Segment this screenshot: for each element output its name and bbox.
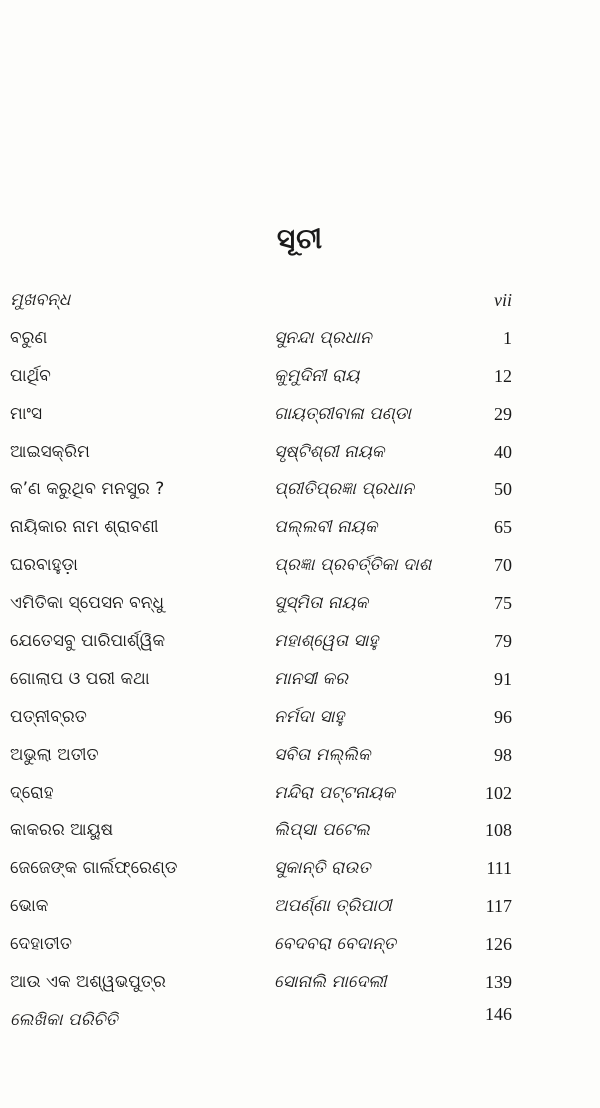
page-number: 117 <box>485 896 512 917</box>
page-number: 79 <box>494 631 512 652</box>
table-of-contents <box>0 290 600 1048</box>
author-name: ମାନସୀ କର <box>274 668 348 689</box>
author-name: କୁମୁଦିନୀ ରାୟ <box>274 365 360 386</box>
author-name: ସୋନାଲି ମାଦେଲୀ <box>274 972 387 993</box>
author-name: ସୁସ୍ମିତା ନାୟକ <box>274 593 369 614</box>
toc-entry <box>0 593 600 631</box>
author-name: ସବିତା ମଲ୍ଲିକ <box>274 744 371 765</box>
author-name: ସୃଷ୍ଟିଶ୍ରୀ ନାୟକ <box>274 441 385 462</box>
story-title: ମାଂସ <box>10 403 43 424</box>
story-title: ଲେଖିକା ପରିଚିତି <box>10 1009 118 1030</box>
story-title: ଏମିତିକା ସ୍ପେସନ ବନ୍ଧୁ <box>10 593 164 614</box>
page-title: ସୂଚୀ <box>276 222 324 255</box>
page-number: 139 <box>485 972 512 993</box>
toc-entry <box>0 934 600 972</box>
toc-entry <box>0 290 600 328</box>
story-title: ଦେହାତୀତ <box>10 934 72 955</box>
story-title: ଭୋକ <box>10 896 49 917</box>
toc-entry <box>0 745 600 783</box>
author-name: ପଲ୍ଲବୀ ନାୟକ <box>274 517 378 538</box>
toc-entry <box>0 328 600 366</box>
page-number: vii <box>494 290 512 310</box>
author-name: ଲିପ୍ସା ପଟେଲ <box>274 820 370 841</box>
story-title: ନାୟିକାର ନାମ ଶ୍ରାବଣୀ <box>10 517 159 538</box>
toc-entry <box>0 631 600 669</box>
toc-entry <box>0 669 600 707</box>
page-number: 65 <box>494 517 512 538</box>
author-name: ସୁନନ୍ଦା ପ୍ରଧାନ <box>274 327 372 348</box>
author-name: ମହାଶ୍ୱେତା ସାହୁ <box>274 631 379 652</box>
story-title: ବରୁଣ <box>10 327 48 348</box>
story-title: ଘରବାହୁଡ଼ା <box>10 555 78 576</box>
toc-entry <box>0 707 600 745</box>
story-title: ମୁଖବନ୍ଧ <box>10 290 71 310</box>
story-title: ଗୋଲାପ ଓ ପରୀ କଥା <box>10 668 150 689</box>
page-number: 126 <box>485 934 512 955</box>
page-number: 111 <box>486 858 512 879</box>
story-title: ଜେଜେଙ୍କ ଗାର୍ଲଫ୍ରେଣ୍ଡ <box>10 858 178 879</box>
page-number: 108 <box>485 820 512 841</box>
page-number: 75 <box>494 593 512 614</box>
story-title: ଯେତେସବୁ ପାରିପାର୍ଶ୍ୱିକ <box>10 631 166 652</box>
author-name: ସୁକାନ୍ତି ରାଉତ <box>274 858 371 879</box>
page-number: 146 <box>485 1003 512 1024</box>
page-number: 12 <box>494 365 512 386</box>
toc-entry <box>0 517 600 555</box>
story-title: ପତ୍ନୀବ୍ରତ <box>10 706 87 727</box>
author-name: ଅପର୍ଣ୍ଣା ତ୍ରିପାଠୀ <box>274 896 392 917</box>
page-number: 102 <box>485 782 512 803</box>
story-title: ଆଉ ଏକ ଅଶ୍ୱଭପୁତ୍ର <box>10 972 166 993</box>
toc-entry <box>0 858 600 896</box>
page-number: 29 <box>494 403 512 424</box>
toc-entry <box>0 442 600 480</box>
story-title: ଆଇସକ୍ରିମ <box>10 441 90 462</box>
toc-entry <box>0 479 600 517</box>
toc-entry <box>0 820 600 858</box>
toc-entry <box>0 896 600 934</box>
page-number: 70 <box>494 555 512 576</box>
toc-entry <box>0 555 600 593</box>
page-number: 98 <box>494 744 512 765</box>
author-name: ପ୍ରଜ୍ଞା ପ୍ରବର୍ତ୍ତିକା ଦାଶ <box>274 555 432 576</box>
story-title: କାକରର ଆୟୁଷ <box>10 820 114 841</box>
toc-entry <box>0 1003 600 1048</box>
story-title: ପାର୍ଥିବ <box>10 365 51 386</box>
page-number: 40 <box>494 441 512 462</box>
author-name: ବେଦବରା ବେଦାନ୍ତ <box>274 934 396 955</box>
story-title: କ’ଣ କରୁଥିବ ମନସୁର ? <box>10 479 165 500</box>
toc-entry <box>0 783 600 821</box>
author-name: ପ୍ରୀତିପ୍ରଜ୍ଞା ପ୍ରଧାନ <box>274 479 414 500</box>
toc-entry <box>0 366 600 404</box>
author-name: ମନ୍ଦିରା ପଟ୍ଟନାୟକ <box>274 782 395 803</box>
page-number: 91 <box>494 668 512 689</box>
author-name: ନର୍ମଦା ସାହୁ <box>274 706 345 727</box>
page-number: 96 <box>494 706 512 727</box>
page-number: 50 <box>494 479 512 500</box>
story-title: ଦ୍ରୋହ <box>10 782 54 803</box>
toc-entry <box>0 404 600 442</box>
story-title: ଅଭୁଲା ଅତୀତ <box>10 744 99 765</box>
page-number: 1 <box>503 327 512 348</box>
author-name: ଗାୟତ୍ରୀବାଳା ପଣ୍ଡା <box>274 403 412 424</box>
